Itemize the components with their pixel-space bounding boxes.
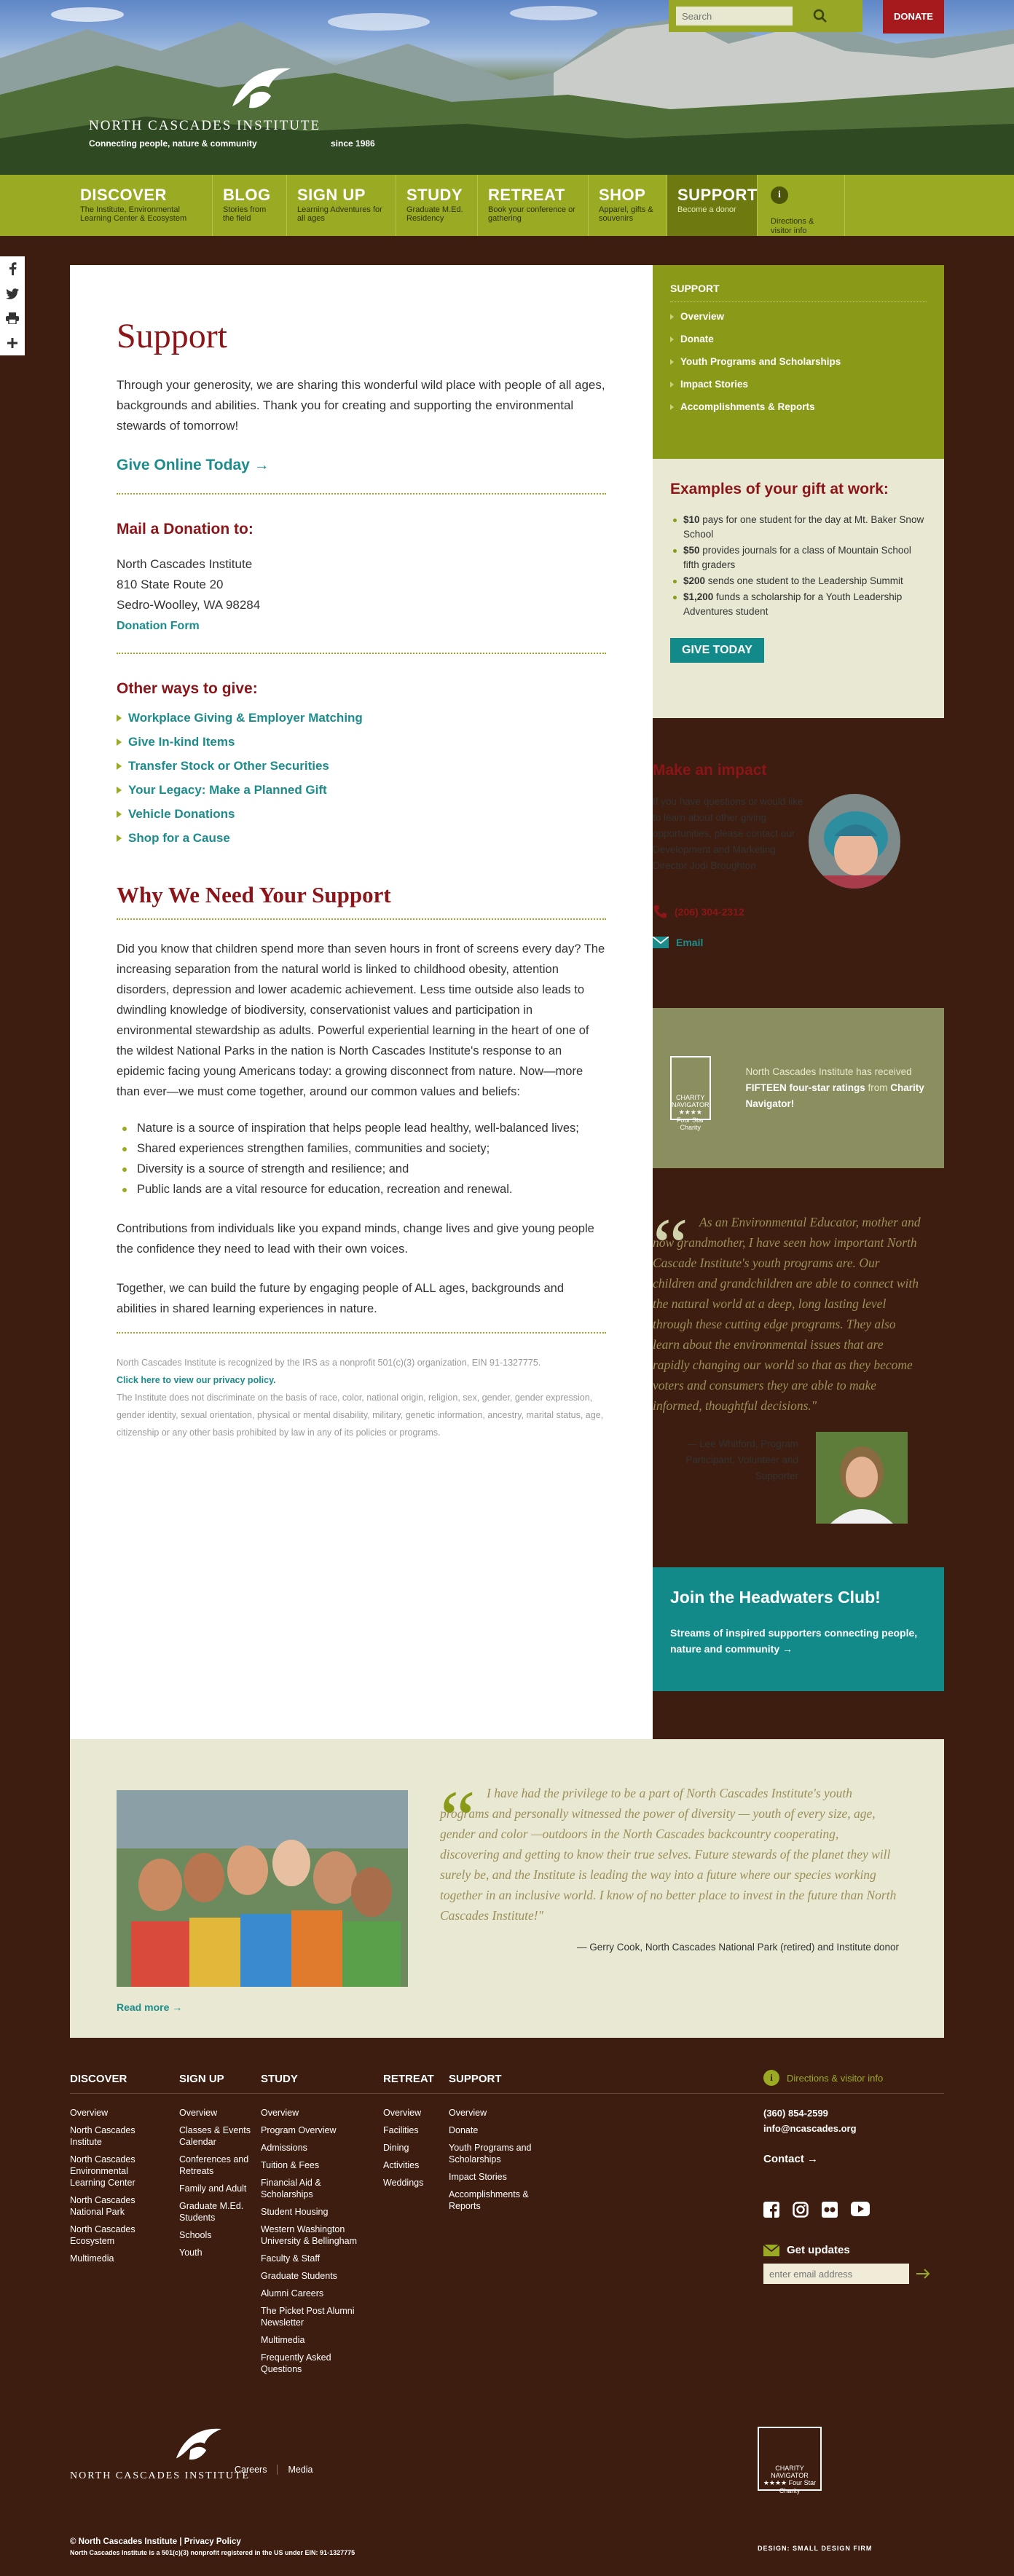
testimonial-author: — Lee Whitford, Program Participant, Volunteer and Supporter bbox=[685, 1438, 798, 1481]
example-item bbox=[670, 513, 927, 542]
footer-link[interactable]: Overview bbox=[383, 2108, 422, 2118]
footer-link[interactable]: Graduate M.Ed. Students bbox=[179, 2201, 244, 2223]
read-more-link[interactable]: Read more → bbox=[117, 2001, 183, 2013]
nav-blog[interactable] bbox=[213, 175, 287, 236]
donor-quote-author: — Gerry Cook, North Cascades National Park (retired) and Institute donor bbox=[577, 1942, 899, 1953]
footer-link[interactable]: Financial Aid & Scholarships bbox=[261, 2178, 321, 2199]
footer-ein: North Cascades Institute is a 501(c)(3) nonprofit registered in the US under EIN: 91-1327775 bbox=[70, 2549, 355, 2556]
nav-label: SUPPORT bbox=[677, 186, 758, 204]
footer-directions-link[interactable] bbox=[763, 2070, 944, 2086]
youth-group-photo bbox=[117, 1790, 408, 1987]
give-online-link[interactable]: Give Online Today → bbox=[117, 457, 606, 495]
nav-retreat[interactable] bbox=[478, 175, 589, 236]
nav-label: SHOP bbox=[599, 186, 646, 204]
footer-link[interactable]: Facilities bbox=[383, 2125, 419, 2135]
site-footer bbox=[0, 2038, 1014, 2576]
privacy-policy-link[interactable]: Click here to view our privacy policy. bbox=[117, 1375, 276, 1385]
support-subnav bbox=[653, 265, 944, 459]
other-ways-list bbox=[117, 711, 606, 846]
address-line: Sedro-Woolley, WA 98284 bbox=[117, 598, 261, 612]
example-amount: $1,200 bbox=[683, 591, 714, 602]
donation-form-link[interactable]: Donation Form bbox=[117, 620, 200, 632]
subnav-item-accomplishments[interactable]: Accomplishments & Reports bbox=[670, 401, 927, 412]
contact-photo bbox=[809, 794, 900, 889]
example-item bbox=[670, 543, 927, 572]
join-heading: Join the Headwaters Club! bbox=[670, 1588, 881, 1607]
subnav-heading: SUPPORT bbox=[670, 283, 927, 302]
footer-col-heading[interactable]: SUPPORT bbox=[449, 2073, 502, 2085]
cn-text-part: from bbox=[865, 1082, 891, 1093]
charity-navigator-badge-icon[interactable]: CHARITY NAVIGATOR ★★★★ Four Star Charity bbox=[758, 2427, 822, 2491]
page-title: Support bbox=[117, 317, 228, 355]
make-impact-panel bbox=[653, 718, 944, 1008]
footer-col-heading[interactable]: RETREAT bbox=[383, 2073, 434, 2085]
footer-link[interactable]: Overview bbox=[179, 2108, 218, 2118]
impact-heading: Make an impact bbox=[653, 762, 767, 779]
example-text: sends one student to the Leadership Summit bbox=[705, 575, 903, 586]
footer-logo-name: NORTH CASCADES INSTITUTE bbox=[70, 2470, 251, 2481]
donate-button[interactable]: DONATE bbox=[883, 0, 944, 34]
footer-link[interactable]: Multimedia bbox=[70, 2253, 114, 2264]
youtube-icon[interactable] bbox=[851, 2202, 870, 2216]
subnav-item-donate[interactable]: Donate bbox=[670, 334, 927, 344]
footer-directions-label: Directions & visitor info bbox=[787, 2072, 884, 2084]
other-ways-heading: Other ways to give: bbox=[117, 680, 258, 697]
other-way-link[interactable]: Transfer Stock or Other Securities bbox=[117, 759, 606, 773]
footer-link[interactable]: North Cascades Institute bbox=[70, 2125, 135, 2147]
other-way-link[interactable]: Give In-kind Items bbox=[117, 735, 606, 749]
example-amount: $10 bbox=[683, 514, 700, 525]
submit-arrow-icon[interactable] bbox=[916, 2269, 931, 2279]
footer-link[interactable]: Impact Stories bbox=[449, 2172, 507, 2182]
footer-link[interactable]: Frequently Asked Questions bbox=[261, 2352, 331, 2374]
footer-link[interactable]: Graduate Students bbox=[261, 2271, 337, 2281]
footer-link[interactable]: Faculty & Staff bbox=[261, 2253, 321, 2264]
newsletter-email-input[interactable] bbox=[763, 2264, 909, 2284]
right-sidebar bbox=[653, 265, 944, 1691]
nav-directions[interactable] bbox=[758, 175, 845, 236]
give-today-button[interactable]: GIVE TODAY bbox=[670, 638, 764, 663]
other-way-link[interactable]: Shop for a Cause bbox=[117, 831, 606, 846]
impact-text: If you have questions or would like to learn about other giving opportunities, please contact our Development and Marketing Director Jodi Broughton bbox=[653, 796, 803, 871]
media-link[interactable]: Media bbox=[288, 2465, 313, 2475]
footer-col-study bbox=[261, 2073, 370, 2381]
site-header bbox=[0, 0, 1014, 175]
nav-sublabel: The Institute, Environmental Learning Center & Ecosystem bbox=[80, 205, 187, 223]
other-way-link[interactable]: Your Legacy: Make a Planned Gift bbox=[117, 783, 606, 797]
belief-item: Public lands are a vital resource for education, recreation and renewal. bbox=[117, 1179, 606, 1200]
phone-icon bbox=[653, 905, 667, 919]
nondiscrimination-note: The Institute does not discriminate on the basis of race, color, national origin, religion, sex, gender, gender expression, gender identity, sexual orientation, physical or mental disability, military, genetic information, ancestry, marital status, age, citizenship or any other basis prohibited by law in any of its policies or programs. bbox=[117, 1393, 604, 1438]
intro-text: Through your generosity, we are sharing this wonderful wild place with people of all ages, backgrounds and abilities. Thank you for creating and supporting the environmental stewards of tomorrow! bbox=[117, 378, 605, 433]
footer-link[interactable]: North Cascades Environmental Learning Center bbox=[70, 2154, 135, 2188]
headwaters-club-panel[interactable] bbox=[653, 1567, 944, 1691]
footer-col-heading[interactable]: SIGN UP bbox=[179, 2073, 224, 2085]
why-paragraph: Did you know that children spend more than seven hours in front of screens every day? The increasing separation from the natural world is linked to childhood obesity, attention disorders, depression and lower academic achievement. Less time outside also leads to dwindling knowledge of biodiversity, conservationist values and participation in environmental stewardship as adults. Powerful experiential learning in the heart of one of the wildest National Parks in the nation is North Cascades Institute's response to an epidemic facing young Americans today: a growing disconnect from nature. Now—more than ever—we must come together, around our common values and beliefs: bbox=[117, 942, 605, 1098]
join-text: Streams of inspired supporters connecting people, nature and community → bbox=[670, 1627, 918, 1655]
nav-label: RETREAT bbox=[488, 186, 565, 204]
design-credit[interactable]: DESIGN: SMALL DESIGN FIRM bbox=[758, 2545, 873, 2552]
example-amount: $200 bbox=[683, 575, 706, 586]
donor-quote-text: I have had the privilege to be a part of North Cascades Institute's youth programs and personally witnessed the power of diversity — youth of every size, age, gender and color —outdoors in the North Cascades backcountry cooperating, discovering and getting to know their true selves. Future stewards of the planet they will surely be, and the Institute is leading the way into a future where our species working together in an inclusive world. I know of no better place to invest in the future than North Cascades Institute!" bbox=[440, 1786, 897, 1923]
footer-link[interactable]: Classes & Events Calendar bbox=[179, 2125, 251, 2147]
footer-col-discover bbox=[70, 2073, 165, 2270]
email-icon bbox=[653, 937, 669, 948]
charity-navigator-badge-icon: CHARITY NAVIGATOR ★★★★ Four Star Charity bbox=[670, 1056, 711, 1120]
gift-examples-panel bbox=[653, 459, 944, 718]
footer-link[interactable]: Overview bbox=[70, 2108, 109, 2118]
bird-logo-icon bbox=[229, 63, 294, 114]
testimonial-quote: As an Environmental Educator, mother and now grandmother, I have seen how important North Cascade Institute's youth programs are. Our children and grandchildren are able to connect with the natural world at a deep, long lasting level through these cutting edge programs. They also learn about the environmental issues that are rapidly changing our world so that as they become voters and consumers they are able to make informed, thoughtful decisions." bbox=[653, 1215, 921, 1413]
footer-link[interactable]: Accomplishments & Reports bbox=[449, 2189, 529, 2211]
beliefs-list bbox=[117, 1118, 606, 1200]
address-line: 810 State Route 20 bbox=[117, 578, 224, 591]
nav-support[interactable] bbox=[667, 175, 758, 236]
footer-link[interactable]: Overview bbox=[449, 2108, 487, 2118]
example-item bbox=[670, 590, 927, 619]
footer-link[interactable]: Family and Adult bbox=[179, 2183, 247, 2194]
belief-item: Shared experiences strengthen families, communities and society; bbox=[117, 1138, 606, 1159]
cn-text-part: North Cascades Institute has received bbox=[745, 1066, 912, 1077]
footer-email[interactable]: info@ncascades.org bbox=[763, 2123, 857, 2134]
footer-link[interactable]: Donate bbox=[449, 2125, 479, 2135]
example-amount: $50 bbox=[683, 545, 700, 556]
legal-fine-print bbox=[117, 1354, 606, 1441]
irs-note: North Cascades Institute is recognized by the IRS as a nonprofit 501(c)(3) organization, EIN 91-1327775. bbox=[117, 1358, 541, 1368]
footer-link[interactable]: Dining bbox=[383, 2143, 409, 2153]
donor-quote-band bbox=[70, 1739, 944, 2038]
info-icon: i bbox=[771, 186, 788, 204]
footer-links bbox=[235, 2465, 313, 2475]
contact-phone[interactable] bbox=[653, 905, 944, 919]
charity-navigator-panel[interactable] bbox=[653, 1008, 944, 1168]
footer-link[interactable]: Youth bbox=[179, 2248, 203, 2258]
main-column bbox=[70, 265, 653, 1780]
example-text: provides journals for a class of Mountain School fifth graders bbox=[683, 545, 911, 570]
example-text: pays for one student for the day at Mt. Baker Snow School bbox=[683, 514, 924, 540]
subnav-item-youth-programs[interactable]: Youth Programs and Scholarships bbox=[670, 356, 927, 367]
footer-link[interactable]: Youth Programs and Scholarships bbox=[449, 2143, 532, 2165]
nav-label: SIGN UP bbox=[297, 186, 366, 204]
subnav-item-impact-stories[interactable]: Impact Stories bbox=[670, 379, 927, 390]
footer-link[interactable]: Tuition & Fees bbox=[261, 2160, 320, 2170]
logo-name: NORTH CASCADES INSTITUTE bbox=[89, 118, 321, 133]
footer-link[interactable]: Program Overview bbox=[261, 2125, 337, 2135]
footer-link[interactable]: Activities bbox=[383, 2160, 420, 2170]
logo-since: since 1986 bbox=[331, 138, 375, 149]
search-icon[interactable] bbox=[811, 7, 829, 25]
example-text: funds a scholarship for a Youth Leadership Adventures student bbox=[683, 591, 903, 617]
group-photo-image bbox=[117, 1790, 408, 1987]
quote-mark-icon: “ bbox=[440, 1774, 476, 1863]
nav-shop[interactable] bbox=[589, 175, 667, 236]
get-updates-label: Get updates bbox=[787, 2244, 850, 2256]
address-line: North Cascades Institute bbox=[117, 557, 253, 571]
footer-link[interactable]: Overview bbox=[261, 2108, 299, 2118]
footer-link[interactable]: The Picket Post Alumni Newsletter bbox=[261, 2306, 355, 2328]
main-nav bbox=[0, 175, 1014, 236]
careers-link[interactable]: Careers bbox=[235, 2465, 267, 2475]
quote-mark-icon: “ bbox=[653, 1202, 688, 1291]
footer-contact-link[interactable]: Contact → bbox=[763, 2153, 818, 2165]
contact-avatar bbox=[809, 794, 900, 889]
email-label: Email bbox=[676, 937, 704, 948]
footer-phone[interactable]: (360) 854-2599 bbox=[763, 2108, 828, 2119]
belief-item: Nature is a source of inspiration that helps people lead healthy, well-balanced lives; bbox=[117, 1118, 606, 1138]
instagram-icon[interactable] bbox=[793, 2202, 809, 2218]
email-icon bbox=[763, 2245, 779, 2256]
donor-quote bbox=[440, 1774, 899, 1953]
footer-contact bbox=[763, 2070, 944, 2284]
other-way-link[interactable]: Workplace Giving & Employer Matching bbox=[117, 711, 606, 725]
info-icon: i bbox=[763, 2070, 779, 2086]
footer-col-sign-up bbox=[179, 2073, 252, 2264]
link-separator bbox=[277, 2465, 278, 2475]
footer-col-support bbox=[449, 2073, 551, 2218]
footer-link[interactable]: Schools bbox=[179, 2230, 212, 2240]
why-paragraph: Contributions from individuals like you expand minds, change lives and give young people the confidence they need to lead with their own voices. bbox=[117, 1222, 594, 1256]
footer-link[interactable]: Alumni Careers bbox=[261, 2288, 324, 2299]
testimonial-photo bbox=[816, 1432, 908, 1524]
nav-directions-label: Directions & visitor info bbox=[771, 217, 814, 235]
mail-donation-heading: Mail a Donation to: bbox=[117, 521, 254, 537]
why-support-heading: Why We Need Your Support bbox=[117, 882, 606, 920]
cn-link[interactable]: Charity Navigator! bbox=[745, 1082, 924, 1109]
footer-link[interactable]: Admissions bbox=[261, 2143, 307, 2153]
nav-sublabel: Stories from the field bbox=[223, 205, 267, 223]
search-bar bbox=[669, 0, 862, 32]
logo-tagline: Connecting people, nature & community bbox=[89, 138, 257, 149]
nav-sublabel: Learning Adventures for all ages bbox=[297, 205, 382, 223]
flickr-icon[interactable] bbox=[822, 2202, 838, 2218]
nav-label: STUDY bbox=[406, 186, 463, 204]
belief-item: Diversity is a source of strength and resilience; and bbox=[117, 1159, 606, 1179]
footer-link[interactable]: Conferences and Retreats bbox=[179, 2154, 249, 2176]
footer-link[interactable]: North Cascades National Park bbox=[70, 2195, 135, 2217]
contact-email[interactable] bbox=[653, 937, 944, 948]
nav-sublabel: Book your conference or gathering bbox=[488, 205, 575, 223]
phone-number: (206) 304-2312 bbox=[675, 906, 744, 918]
footer-link[interactable]: Student Housing bbox=[261, 2207, 329, 2217]
example-item bbox=[670, 574, 927, 588]
copyright: © North Cascades Institute | Privacy Policy bbox=[70, 2537, 241, 2546]
subnav-item-overview[interactable]: Overview bbox=[670, 311, 927, 322]
nav-label: DISCOVER bbox=[80, 186, 167, 204]
nav-discover[interactable] bbox=[70, 175, 213, 236]
newsletter-form bbox=[763, 2264, 944, 2284]
footer-link[interactable]: Weddings bbox=[383, 2178, 424, 2188]
mailing-address bbox=[117, 554, 606, 654]
footer-link[interactable]: Multimedia bbox=[261, 2335, 305, 2345]
nav-sublabel: Become a donor bbox=[677, 205, 736, 214]
bird-logo-icon bbox=[173, 2424, 224, 2465]
get-updates bbox=[763, 2244, 944, 2256]
facebook-icon[interactable] bbox=[763, 2202, 779, 2218]
why-paragraph: Together, we can build the future by engaging people of ALL ages, backgrounds and abilities in shared learning experiences in nature. bbox=[117, 1278, 606, 1334]
footer-link[interactable]: Western Washington University & Bellingham bbox=[261, 2224, 357, 2246]
search-input[interactable] bbox=[676, 7, 793, 25]
footer-social-icons bbox=[763, 2202, 944, 2218]
nav-label: BLOG bbox=[223, 186, 271, 204]
footer-col-heading[interactable]: DISCOVER bbox=[70, 2073, 127, 2085]
other-way-link[interactable]: Vehicle Donations bbox=[117, 807, 606, 822]
footer-link[interactable]: North Cascades Ecosystem bbox=[70, 2224, 135, 2246]
examples-heading: Examples of your gift at work: bbox=[670, 481, 889, 497]
nav-study[interactable] bbox=[396, 175, 478, 236]
testimonial-side bbox=[653, 1168, 944, 1567]
nav-sign-up[interactable] bbox=[287, 175, 396, 236]
nav-sublabel: Apparel, gifts & souvenirs bbox=[599, 205, 653, 223]
footer-col-heading[interactable]: STUDY bbox=[261, 2073, 298, 2085]
footer-col-retreat bbox=[383, 2073, 441, 2194]
nav-sublabel: Graduate M.Ed. Residency bbox=[406, 205, 463, 223]
charity-navigator-text bbox=[746, 1064, 927, 1112]
author-photo bbox=[816, 1432, 908, 1524]
cn-ratings: FIFTEEN four-star ratings bbox=[745, 1082, 865, 1093]
